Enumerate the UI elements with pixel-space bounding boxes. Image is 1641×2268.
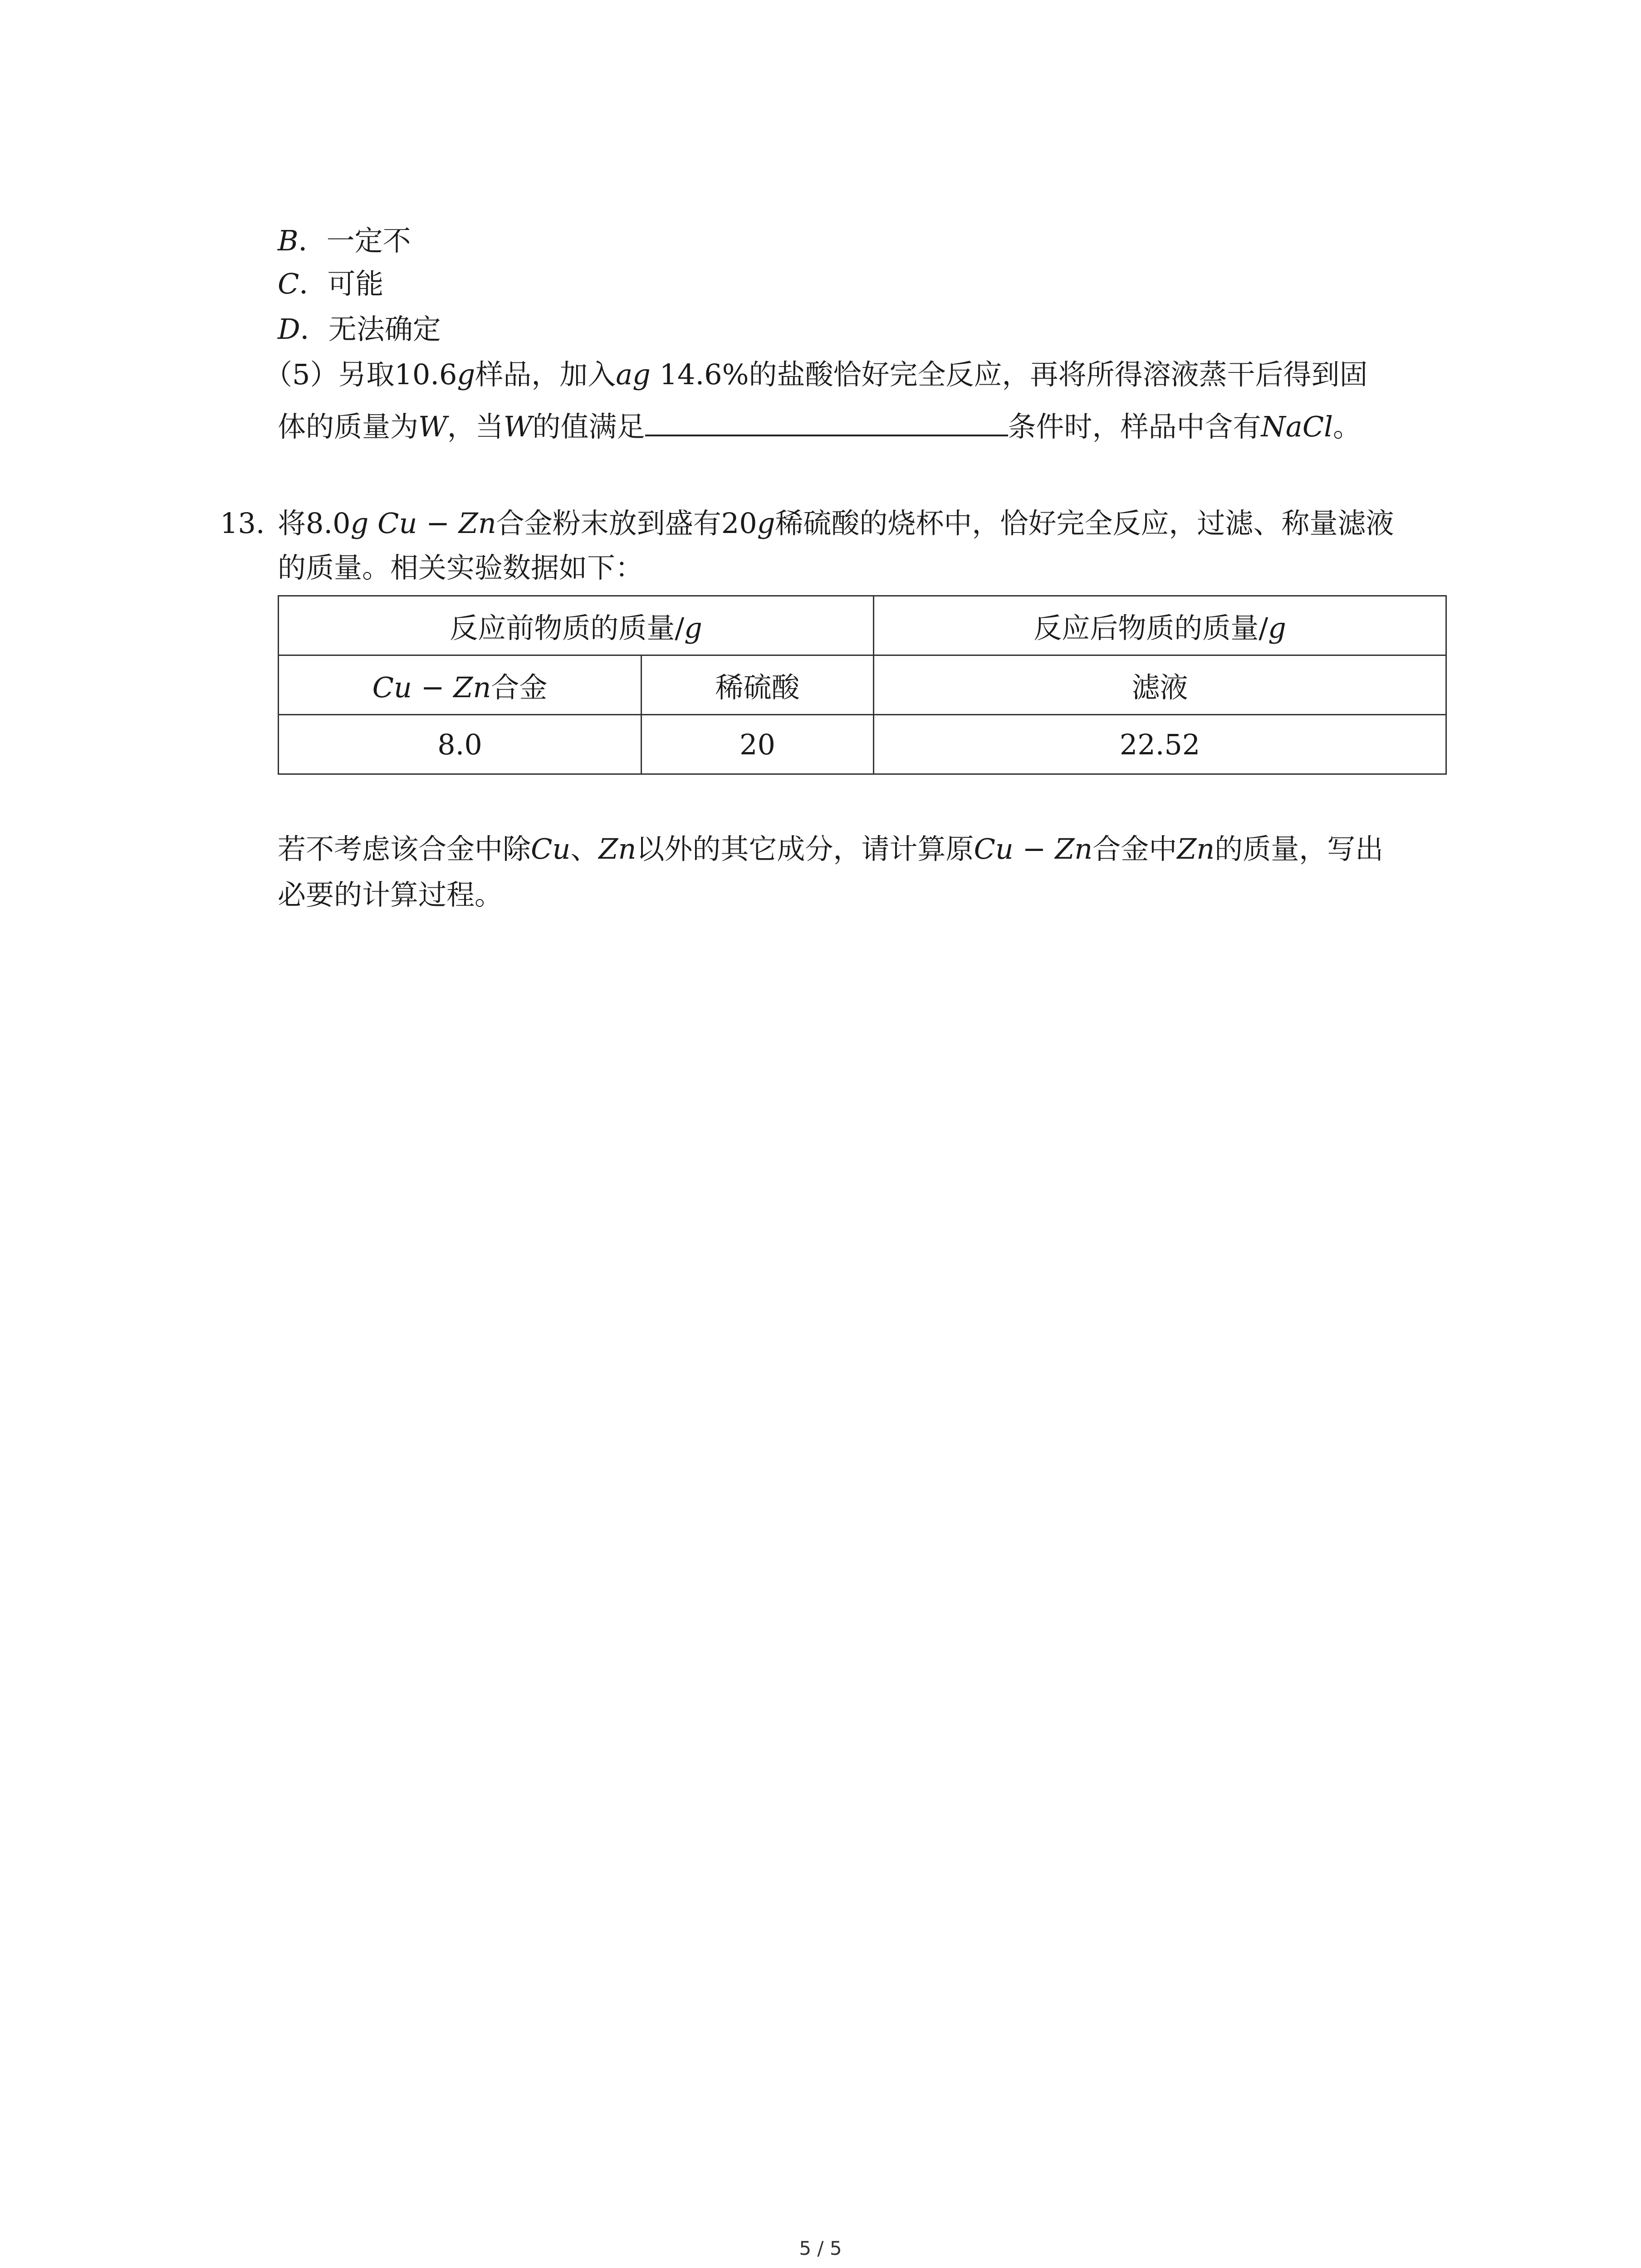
part5-line1: [264, 358, 1368, 391]
q13-q-text-b: 、: [570, 832, 599, 865]
option-b-text: ．一定不: [298, 224, 411, 257]
option-c-letter: C: [278, 267, 299, 300]
col-acid: [642, 655, 874, 715]
value-filtrate: 22.52: [874, 715, 1446, 774]
question-number: 13.: [220, 507, 265, 540]
formula-cu: Cu: [974, 832, 1014, 865]
table-row: [279, 596, 1446, 655]
formula-zn: Zn: [453, 670, 491, 704]
option-d-text: ．无法确定: [300, 313, 441, 346]
part5-text-c: 14.6%的盐酸恰好完全反应，再将所得溶液蒸干后得到固: [650, 358, 1368, 391]
answer-blank[interactable]: [645, 413, 1008, 436]
unit-g: g: [1268, 611, 1286, 645]
unit-g: g: [457, 358, 475, 391]
header-before: [279, 596, 874, 655]
data-table: [278, 595, 1447, 775]
page-number: 5 / 5: [799, 2237, 842, 2259]
q13-text-b: 合金粉末放到盛有20: [496, 507, 757, 540]
option-d-letter: D: [278, 313, 300, 346]
col-filtrate: [874, 655, 1446, 715]
col-alloy-text: 合金: [491, 670, 548, 704]
q13-q-text-f: 必要的计算过程。: [278, 878, 503, 911]
table-row: [279, 655, 1446, 715]
dash: −: [411, 670, 454, 704]
formula-zn: Zn: [1055, 832, 1093, 865]
value-acid: 20: [642, 715, 874, 774]
option-d: [278, 313, 441, 346]
part5-text-e: ，当: [447, 410, 504, 443]
part5-text-d: 体的质量为: [278, 410, 419, 443]
q13-text-c: 稀硫酸的烧杯中，恰好完全反应，过滤、称量滤液: [775, 507, 1394, 540]
formula-cu: Cu: [531, 832, 571, 865]
option-c: [278, 267, 384, 300]
col-alloy: [279, 655, 642, 715]
part5-text-g: 条件时，样品中含有: [1008, 410, 1261, 443]
option-c-text: ．可能: [299, 267, 384, 300]
variable-ag: ag: [616, 358, 651, 391]
unit-g: g: [684, 611, 702, 645]
table-row: [279, 715, 1446, 774]
formula-nacl: NaCl: [1261, 410, 1333, 443]
dash: −: [1013, 832, 1055, 865]
part5-text-a: （5）另取10.6: [264, 358, 457, 391]
q13-q-text-a: 若不考虑该合金中除: [278, 832, 531, 865]
q13-text-a: 将8.0: [278, 507, 351, 540]
header-before-text: 反应前物质的质量/: [450, 611, 685, 645]
q13-question-line1: [278, 832, 1384, 865]
header-after-text: 反应后物质的质量/: [1034, 611, 1269, 645]
part5-text-f: 的值满足: [532, 410, 645, 443]
variable-w: W: [503, 410, 533, 443]
value-alloy: 8.0: [279, 715, 642, 774]
part5-text-h: 。: [1333, 410, 1362, 443]
q13-line2: [278, 551, 644, 584]
formula-cu: Cu: [372, 670, 412, 704]
part5-text-b: 样品，加入: [475, 358, 616, 391]
q13-question-line2: [278, 878, 503, 911]
variable-w: W: [418, 410, 447, 443]
col-acid-text: 稀硫酸: [715, 670, 800, 704]
part5-line2: [278, 410, 1362, 443]
unit-g: g: [350, 507, 369, 540]
q13-q-text-d: 合金中: [1092, 832, 1177, 865]
option-b: [278, 224, 411, 257]
q13-q-text-c: 以外的其它成分，请计算原: [636, 832, 974, 865]
dash: −: [417, 507, 459, 540]
formula-cu: Cu: [377, 507, 417, 540]
formula-zn: Zn: [458, 507, 496, 540]
formula-zn: Zn: [598, 832, 637, 865]
formula-zn: Zn: [1177, 832, 1215, 865]
q13-line1: [278, 509, 1394, 538]
col-filtrate-text: 滤液: [1132, 670, 1188, 704]
unit-g: g: [757, 507, 775, 540]
option-b-letter: B: [278, 224, 299, 257]
q13-number: [220, 509, 265, 538]
q13-text-d: 的质量。相关实验数据如下：: [278, 551, 644, 584]
header-after: [874, 596, 1446, 655]
q13-q-text-e: 的质量，写出: [1215, 832, 1384, 865]
